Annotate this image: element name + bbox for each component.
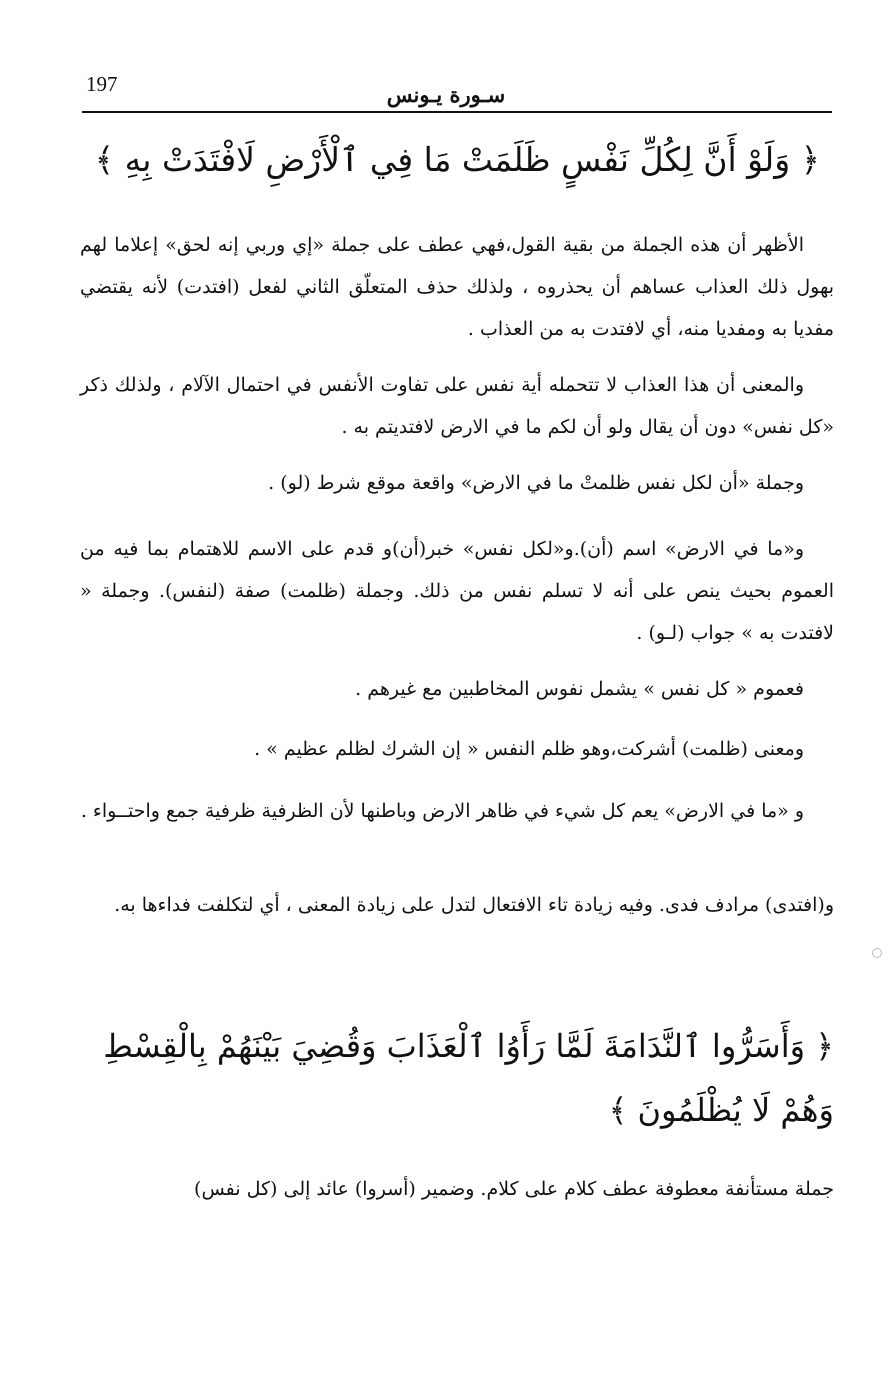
- commentary-paragraph-4: و«ما في الارض» اسم (أن).و«لكل نفس» خبر(أن)و قدم على الاسم للاهتمام بما فيه من العموم بحيث ينص على أنه لا تسلم نفس من ذلك. وجملة (ظلمت) صفة (لنفس). وجملة « لافتدت به » جواب (لـو) .: [80, 538, 834, 644]
- commentary-paragraph-8: و(افتدى) مرادف فدى. وفيه زيادة تاء الافتعال لتدل على زيادة المعنى ، أي لتكلفت فداءها به.: [114, 894, 834, 916]
- commentary-paragraph-2: والمعنى أن هذا العذاب لا تتحمله أية نفس على تفاوت الأنفس في احتمال الآلام ، ولذلك ذكر «كل نفس» دون أن يقال ولو أن لكم ما في الارض لافتديتم به .: [80, 374, 834, 438]
- running-title: سـورة يـونس: [386, 82, 506, 107]
- commentary-paragraph-6: ومعنى (ظلمت) أشركت،وهو ظلم النفس « إن الشرك لظلم عظيم » .: [254, 738, 804, 760]
- quran-verse-1: ﴿ وَلَوْ أَنَّ لِكُلِّ نَفْسٍ ظَلَمَتْ مَا فِي ٱلْأَرْضِ لَافْتَدَتْ بِهِ ﴾: [94, 140, 820, 179]
- commentary-paragraph-1: الأظهر أن هذه الجملة من بقية القول،فهي عطف على جملة «إي وربي إنه لحق» إعلاما لهم بهول ذلك العذاب عساهم أن يحذروه ، ولذلك حذف المتعلّق الثاني لفعل (افتدت) لأنه يقتضي مفديا به ومفديا منه، أي لافتدت به من العذاب .: [80, 234, 834, 340]
- quran-verse-2: ﴿ وَأَسَرُّوا ٱلنَّدَامَةَ لَمَّا رَأَوُا ٱلْعَذَابَ وَقُضِيَ بَيْنَهُمْ بِالْقِسْطِ وَهُمْ لَا يُظْلَمُونَ ﴾: [103, 1027, 834, 1129]
- commentary-paragraph-9: جملة مستأنفة معطوفة عطف كلام على كلام. وضمير (أسروا) عائد إلى (كل نفس): [194, 1178, 834, 1200]
- page-number: 197: [86, 72, 118, 96]
- commentary-paragraph-3: وجملة «أن لكل نفس ظلمتْ ما في الارض» واقعة موقع شرط (لو) .: [268, 472, 804, 494]
- header-rule: [82, 111, 832, 113]
- commentary-paragraph-5: فعموم « كل نفس » يشمل نفوس المخاطبين مع غيرهم .: [355, 678, 804, 700]
- commentary-paragraph-7: و «ما في الارض» يعم كل شيء في ظاهر الارض وباطنها لأن الظرفية ظرفية جمع واحتــواء .: [80, 800, 804, 822]
- margin-speck: [872, 948, 882, 958]
